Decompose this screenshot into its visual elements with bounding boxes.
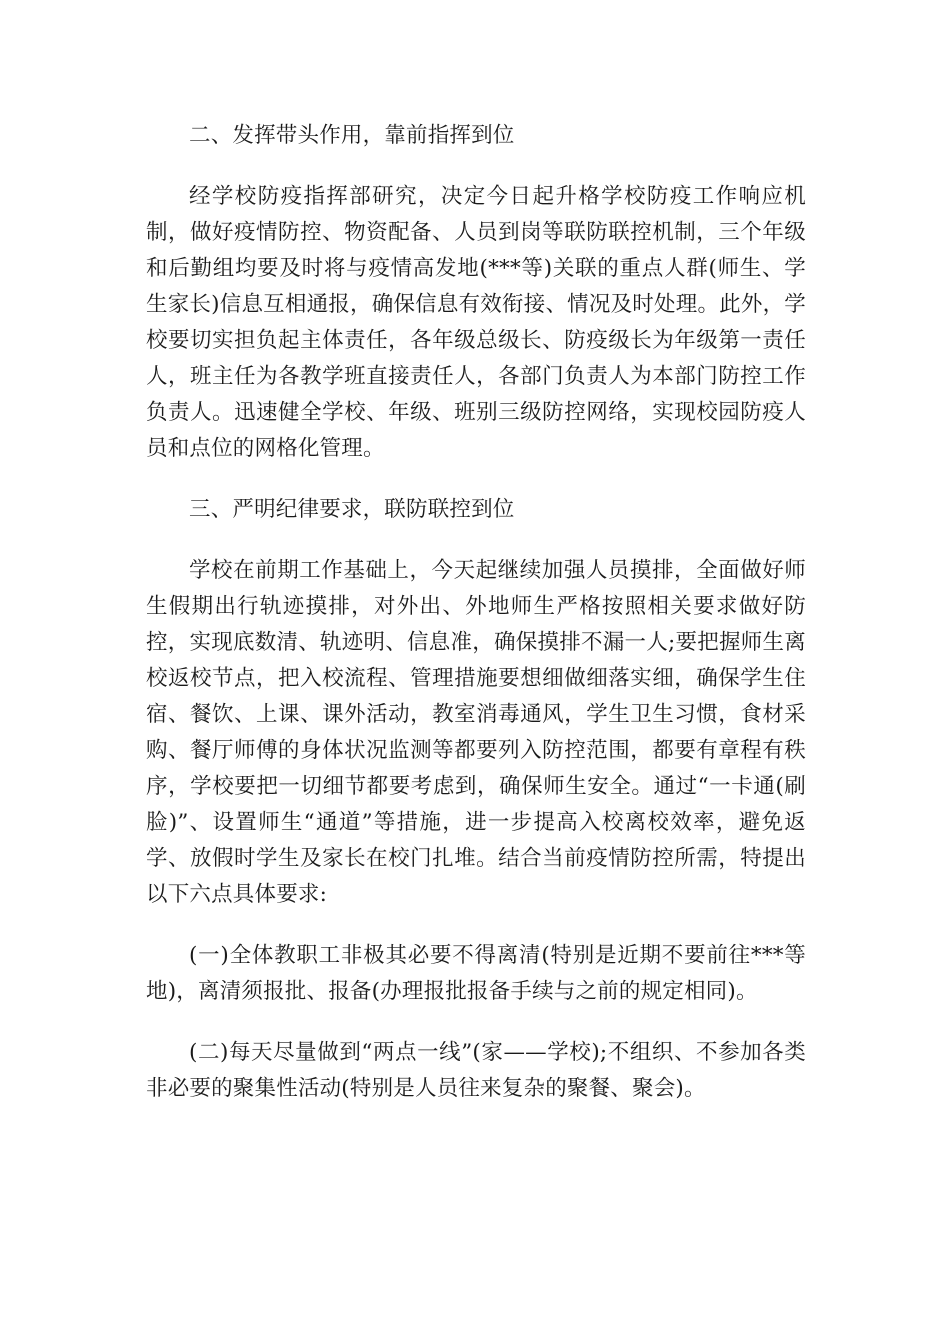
section-3-body: 学校在前期工作基础上，今天起继续加强人员摸排，全面做好师生假期出行轨迹摸排，对外出、外地师生严格按照相关要求做好防控，实现底数清、轨迹明、信息准，确保摸排不漏一人;要把握师生离校返校节点，把入校流程、管理措施要想细做细落实细，确保学生住宿、餐饮、上课、课外活动，教室消毒通风，学生卫生习惯，食材采购、餐厅师傅的身体状况监测等都要列入防控范围，都要有章程有秩序，学校要把一切细节都要考虑到，确保师生安全。通过“一卡通(刷脸)”、设置师生“通道”等措施，进一步提高入校离校效率，避免返学、放假时学生及家长在校门扎堆。结合当前疫情防控所需，特提出以下六点具体要求: [146,558,806,907]
section-3-heading: 三、严明纪律要求，联防联控到位 [189,497,515,522]
section-2-heading: 二、发挥带头作用，靠前指挥到位 [189,123,515,148]
document-page [146,118,806,1132]
requirement-item-1: (一)全体教职工非极其必要不得离清(特别是近期不要前往***等地)，离清须报批、报备(办理报批报备手续与之前的规定相同)。 [146,943,806,1004]
section-2-body: 经学校防疫指挥部研究，决定今日起升格学校防疫工作响应机制，做好疫情防控、物资配备、人员到岗等联防联控机制，三个年级和后勤组均要及时将与疫情高发地(***等)关联的重点人群(师生、学生家长)信息互相通报，确保信息有效衔接、情况及时处理。此外，学校要切实担负起主体责任，各年级总级长、防疫级长为年级第一责任人，班主任为各教学班直接责任人，各部门负责人为本部门防控工作负责人。迅速健全学校、年级、班别三级防控网络，实现校园防疫人员和点位的网格化管理。 [146,184,806,461]
requirement-item-2: (二)每天尽量做到“两点一线”(家——学校);不组织、不参加各类非必要的聚集性活动(特别是人员往来复杂的聚餐、聚会)。 [146,1040,806,1101]
